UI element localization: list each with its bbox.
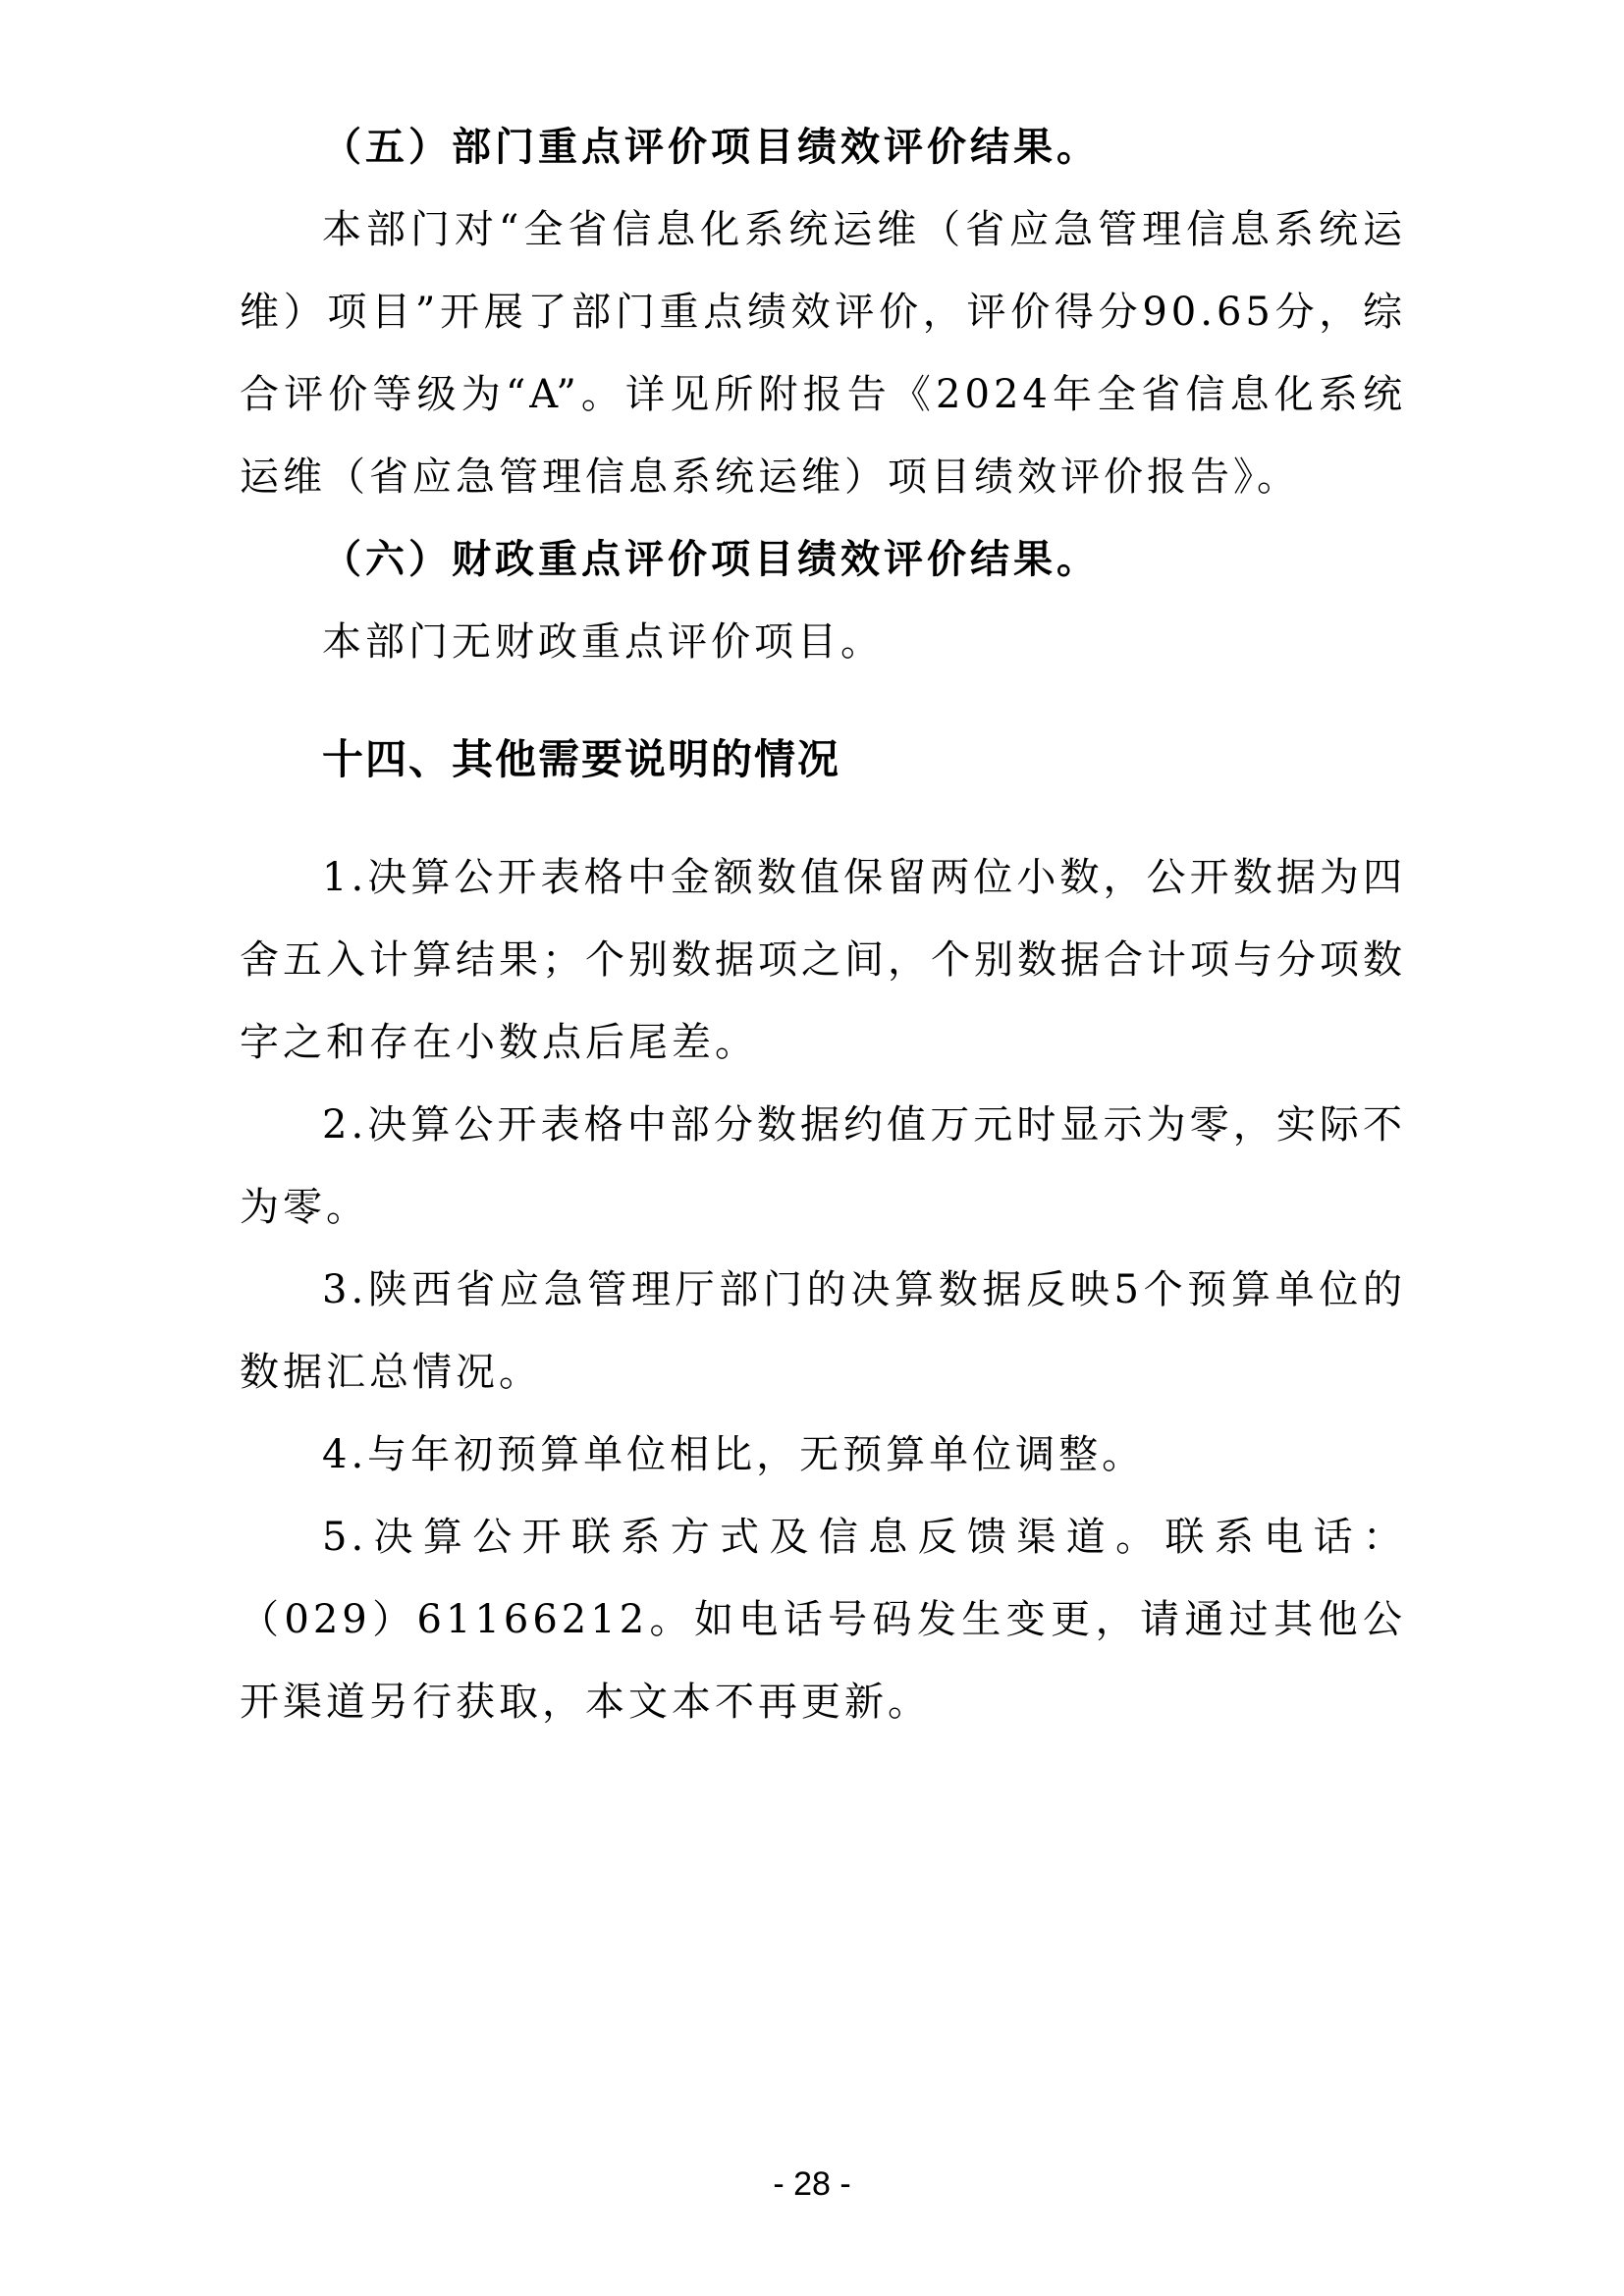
subsection-5-body: 本部门对“全省信息化系统运维（省应急管理信息系统运维）项目”开展了部门重点绩效评价，评价得分90.65分，综合评价等级为“A”。详见所附报告《2024年全省信息化系统运维（省应急管理信息系统运维）项目绩效评价报告》。 <box>240 207 1406 500</box>
subsection-6-body: 本部门无财政重点评价项目。 <box>322 619 884 665</box>
note-item-1: 1.决算公开表格中金额数值保留两位小数，公开数据为四舍五入计算结果；个别数据项之间，个别数据合计项与分项数字之和存在小数点后尾差。 <box>240 855 1406 1065</box>
subsection-6-heading: （六）财政重点评价项目绩效评价结果。 <box>322 536 1100 582</box>
subsection-5-heading: （五）部门重点评价项目绩效评价结果。 <box>322 124 1100 170</box>
note-item-3: 3.陕西省应急管理厅部门的决算数据反映5个预算单位的数据汇总情况。 <box>240 1267 1406 1395</box>
section-14-heading: 十四、其他需要说明的情况 <box>322 735 841 783</box>
document-body <box>240 106 1406 1743</box>
note-item-4: 4.与年初预算单位相比，无预算单位调整。 <box>322 1432 1146 1477</box>
page-number: - 28 - <box>773 2165 851 2203</box>
note-item-5: 5.决算公开联系方式及信息反馈渠道。联系电话：（029）61166212。如电话号码发生变更，请通过其他公开渠道另行获取，本文本不再更新。 <box>240 1515 1406 1725</box>
note-item-2: 2.决算公开表格中部分数据约值万元时显示为零，实际不为零。 <box>240 1102 1406 1230</box>
